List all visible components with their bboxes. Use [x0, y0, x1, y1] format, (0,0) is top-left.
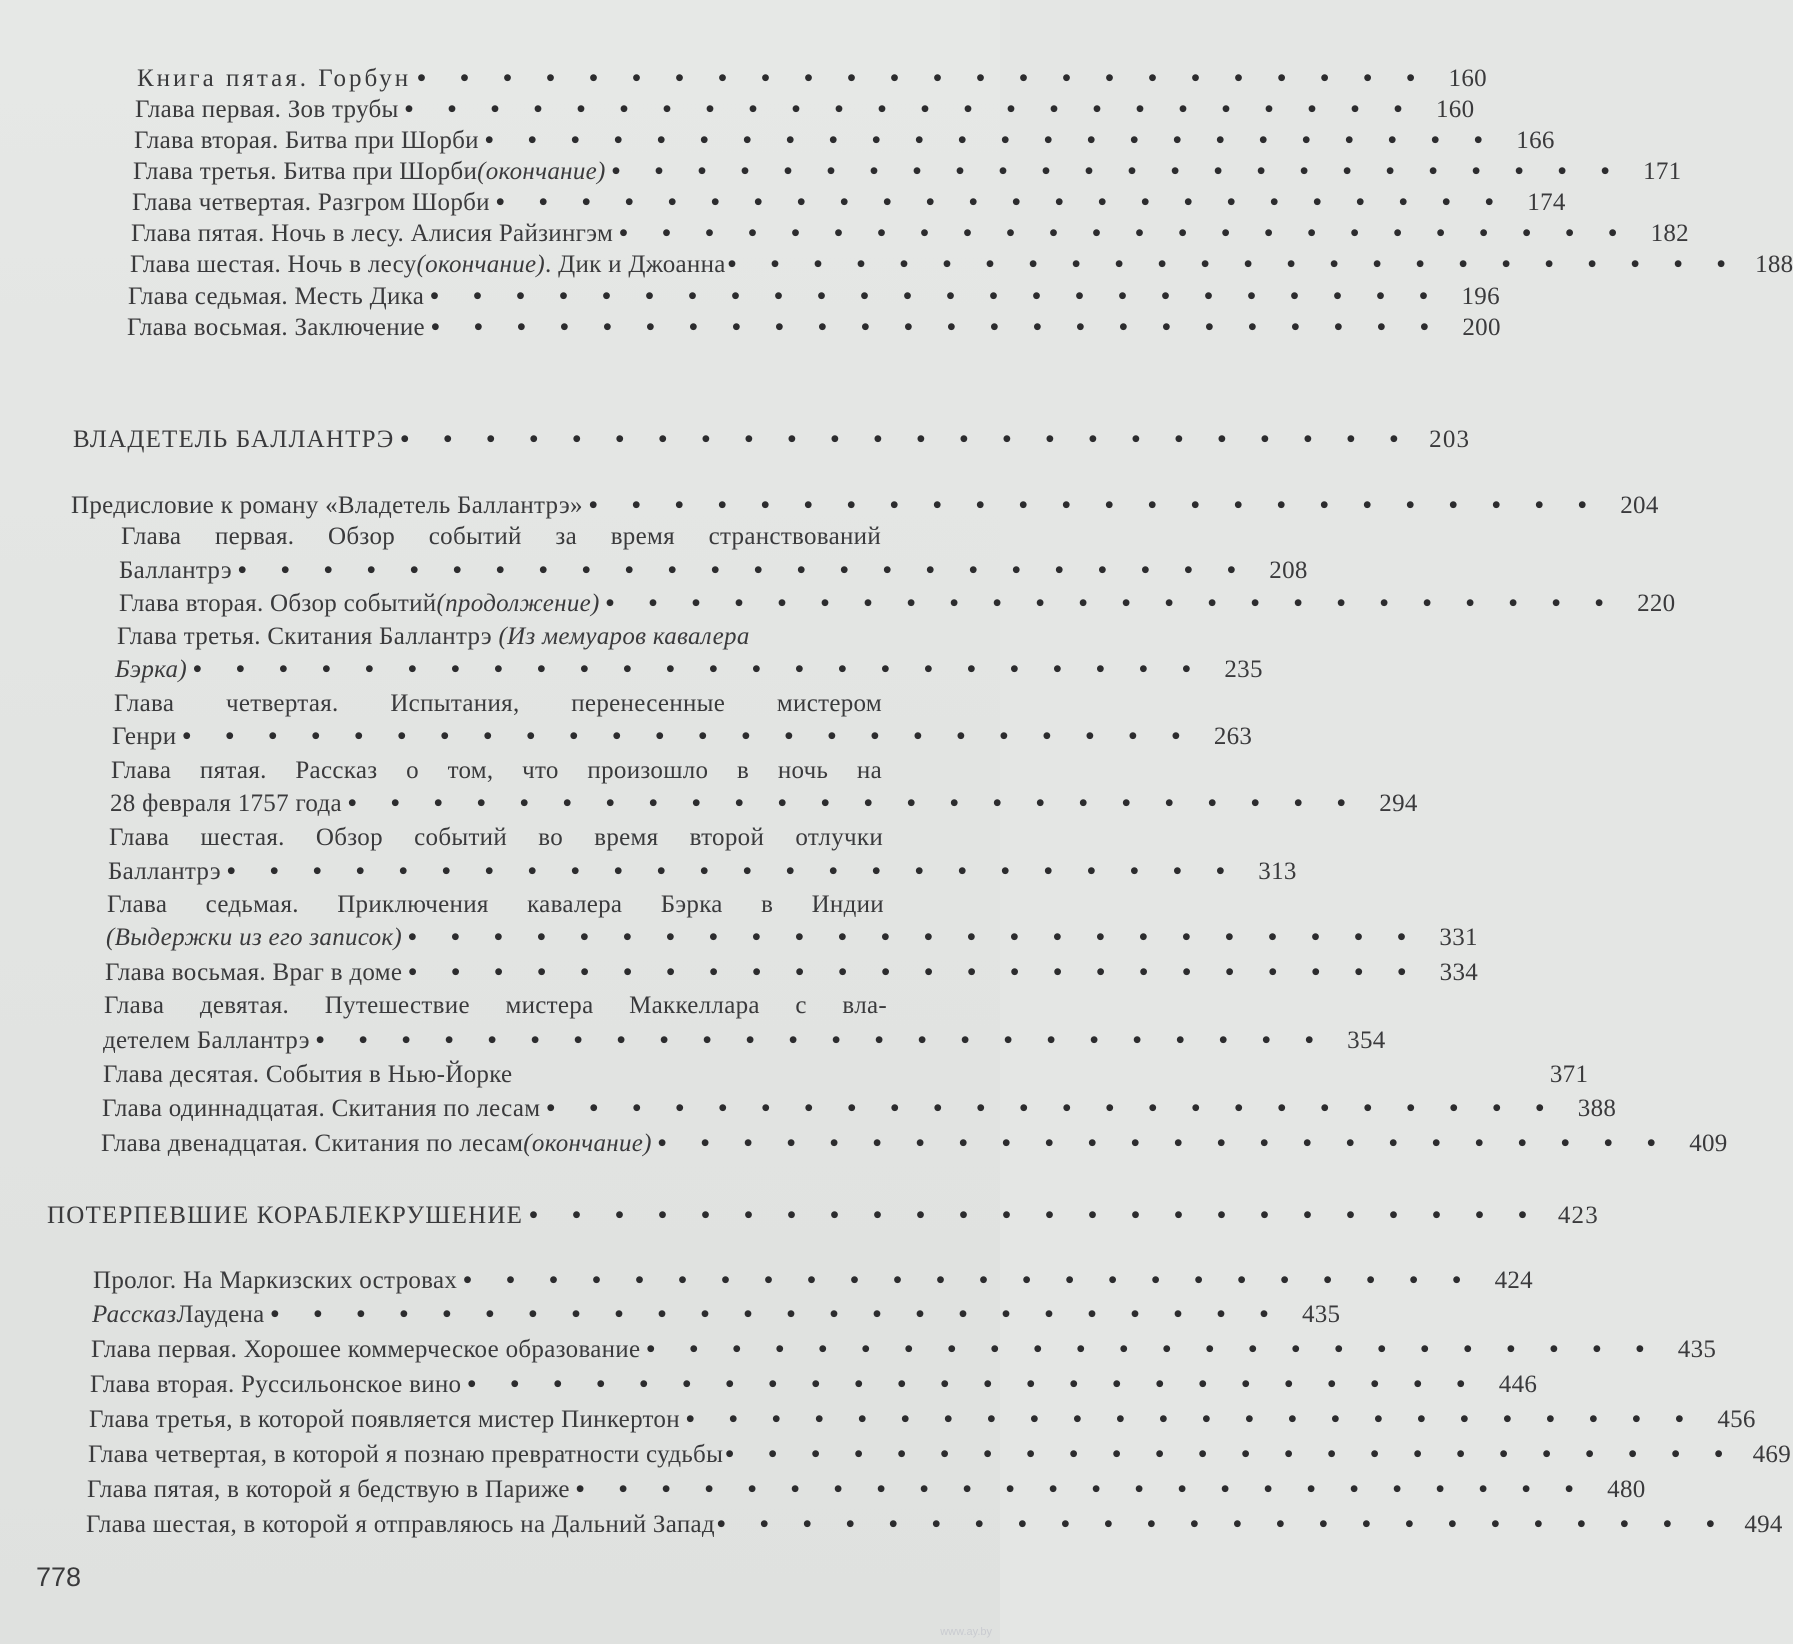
section-title: ВЛАДЕТЕЛЬ БАЛЛАНТРЭ — [73, 426, 395, 453]
entry-title: Пролог. На Маркизских островах — [93, 1267, 458, 1294]
dot-leader: • • • • • • • • • • • • • • • • • • • • • • • • — [484, 127, 1497, 154]
entry-page: 494 — [1744, 1511, 1783, 1538]
entry-page: 388 — [1577, 1095, 1617, 1122]
toc-entry — [92, 1298, 1341, 1331]
entry-page: 371 — [1549, 1061, 1589, 1088]
watermark: www.ay.by — [940, 1626, 992, 1638]
entry-page: 235 — [1224, 656, 1263, 683]
dot-leader — [512, 1058, 1536, 1091]
entry-page: 196 — [1461, 283, 1500, 310]
toc-entry — [128, 280, 1500, 313]
dot-leader: • • • • • • • • • • • • • • • • • • • • • • • • — [408, 924, 1420, 951]
entry-title-italic: Бэрка) — [115, 656, 187, 683]
entry-title: Глава восьмая. Заключение — [127, 314, 425, 341]
entry-page: 435 — [1301, 1301, 1341, 1328]
entry-page: 208 — [1269, 557, 1308, 584]
dot-leader: • • • • • • • • • • • • • • • • • • • • • • • • — [347, 790, 1360, 817]
toc-entry — [127, 311, 1501, 344]
toc-entry — [112, 720, 1253, 753]
entry-title: Глава восьмая. Враг в доме — [105, 959, 403, 986]
dot-leader: • • • • • • • • • • • • • • • • • • • • • • • • — [400, 426, 1413, 453]
entry-title: Глава пятая. Ночь в лесу. Алисия Райзингэм — [131, 220, 614, 247]
entry-title-cont: Баллантрэ — [108, 858, 221, 885]
entry-title: Глава двенадцатая. Скитания по лесам — [101, 1130, 524, 1157]
entry-title-cont: Баллантрэ — [119, 557, 232, 584]
dot-leader: • • • • • • • • • • • • • • • • • • • • • • • • — [463, 1267, 1475, 1294]
toc-entry — [131, 217, 1689, 250]
dot-leader: • • • • • • • • • • • • • • • • • • • • • • • • — [315, 1027, 1328, 1054]
toc-entry — [71, 489, 1659, 522]
dot-leader: • • • • • • • • • • • • • • • • • • • • • • • • — [685, 1406, 1698, 1433]
dot-leader: • • • • • • • • • • • • • • • • • • • • • • • • — [646, 1336, 1659, 1363]
entry-title-italic: (Из мемуаров кавалера — [498, 623, 750, 650]
entry-page: 469 — [1752, 1441, 1791, 1468]
entry-title-line: Глава первая. Обзор событий за время странствований — [121, 523, 881, 550]
dot-leader: • • • • • • • • • • • • • • • • • • • • • • • • — [605, 590, 1618, 617]
section-heading — [47, 1199, 1599, 1232]
dot-leader: • • • • • • • • • • • • • • • • • • • • • • • • — [725, 1441, 1737, 1468]
entry-page: 313 — [1258, 858, 1297, 885]
entry-page: 204 — [1620, 492, 1659, 519]
entry-title-cont: Генри — [112, 723, 177, 750]
toc-entry — [102, 1092, 1617, 1125]
entry-page: 334 — [1439, 959, 1479, 986]
toc-entry — [110, 787, 1418, 820]
toc-entry — [88, 1438, 1791, 1471]
entry-title: Глава третья. Битва при Шорби — [133, 158, 478, 185]
toc-entry — [101, 1127, 1728, 1160]
page-number: 778 — [36, 1562, 82, 1592]
entry-title: Глава четвертая, в которой я познаю превратности судьбы — [88, 1441, 724, 1468]
toc-entry — [130, 248, 1793, 281]
entry-page: 480 — [1607, 1476, 1646, 1503]
toc-entry — [135, 93, 1475, 126]
entry-title: Глава первая. Хорошее коммерческое образование — [91, 1336, 641, 1363]
entry-page: 263 — [1213, 723, 1253, 750]
toc-entry — [90, 1368, 1538, 1401]
entry-title-line: Глава шестая. Обзор событий во время второй отлучки — [109, 824, 883, 851]
toc-entry — [108, 855, 1297, 888]
dot-leader: • • • • • • • • • • • • • • • • • • • • • • • • — [430, 283, 1442, 310]
entry-page: 435 — [1677, 1336, 1717, 1363]
dot-leader: • • • • • • • • • • • • • • • • • • • • • • • • — [237, 557, 1250, 584]
toc-entry — [87, 1473, 1646, 1506]
dot-leader: • • • • • • • • • • • • • • • • • • • • • • • • — [588, 492, 1601, 519]
entry-page: 160 — [1435, 96, 1475, 123]
entry-page: 354 — [1347, 1027, 1386, 1054]
dot-leader: • • • • • • • • • • • • • • • • • • • • • • • • — [467, 1371, 1480, 1398]
toc-entry — [105, 956, 1479, 989]
entry-title-line: Глава четвертая. Испытания, перенесенные мистером — [114, 690, 882, 717]
entry-title-cont: . Дик и Джоанна — [545, 251, 726, 278]
toc-entry-line — [117, 620, 881, 653]
entry-title-italic: (Выдержки из его записок) — [106, 924, 403, 951]
entry-title-italic: (окончание) — [416, 251, 546, 278]
entry-title: Глава одиннадцатая. Скитания по лесам — [102, 1095, 541, 1122]
entry-page: 456 — [1717, 1406, 1756, 1433]
toc-entry — [93, 1264, 1533, 1297]
entry-title-line: Глава седьмая. Приключения кавалера Бэрка в Индии — [107, 891, 884, 918]
dot-leader: • • • • • • • • • • • • • • • • • • • • • • • • — [270, 1301, 1283, 1328]
entry-page: 188 — [1755, 251, 1793, 278]
section-page: 203 — [1429, 426, 1471, 453]
toc-entry — [132, 186, 1566, 219]
entry-title: Лаудена — [176, 1301, 265, 1328]
entry-title-italic: (продолжение) — [436, 590, 600, 617]
dot-leader: • • • • • • • • • • • • • • • • • • • • • • • • — [546, 1095, 1559, 1122]
dot-leader: • • • • • • • • • • • • • • • • • • • • • • • • — [657, 1130, 1670, 1157]
dot-leader: • • • • • • • • • • • • • • • • • • • • • • • • — [611, 158, 1624, 185]
toc-entry — [103, 1024, 1386, 1057]
entry-page: 424 — [1494, 1267, 1533, 1294]
dot-leader: • • • • • • • • • • • • • • • • • • • • • • • • — [495, 189, 1508, 216]
entry-title: Предисловие к роману «Владетель Баллантрэ» — [71, 492, 583, 519]
toc-entry — [89, 1403, 1756, 1436]
dot-leader: • • • • • • • • • • • • • • • • • • • • • • • • — [575, 1476, 1588, 1503]
entry-title-italic: (окончание) — [523, 1130, 652, 1157]
entry-title: Глава первая. Зов трубы — [135, 96, 399, 123]
dot-leader: • • • • • • • • • • • • • • • • • • • • • • • • — [430, 314, 1443, 341]
section-title: ПОТЕРПЕВШИЕ КОРАБЛЕКРУШЕНИЕ — [47, 1202, 524, 1229]
section-page: 423 — [1557, 1202, 1599, 1229]
section-heading — [73, 423, 1471, 456]
entry-page: 409 — [1689, 1130, 1728, 1157]
dot-leader: • • • • • • • • • • • • • • • • • • • • • • • • — [716, 1511, 1729, 1538]
dot-leader: • • • • • • • • • • • • • • • • • • • • • • • • — [529, 1202, 1541, 1229]
dot-leader: • • • • • • • • • • • • • • • • • • • • • • • • — [192, 656, 1205, 683]
entry-page: 294 — [1379, 790, 1418, 817]
entry-page: 160 — [1448, 65, 1487, 92]
toc-entry — [134, 124, 1555, 157]
toc-entry — [119, 587, 1676, 620]
dot-leader: • • • • • • • • • • • • • • • • • • • • • • • • — [182, 723, 1195, 750]
toc-entry — [115, 653, 1263, 686]
entry-title: Глава третья. Скитания Баллантрэ — [117, 623, 499, 650]
dot-leader: • • • • • • • • • • • • • • • • • • • • • • • • — [619, 220, 1631, 247]
toc-entry — [103, 1058, 1589, 1091]
entry-page: 182 — [1650, 220, 1689, 247]
entry-page: 166 — [1516, 127, 1555, 154]
entry-title-cont: детелем Баллантрэ — [103, 1027, 310, 1054]
entry-title-italic: (окончание) — [477, 158, 606, 185]
entry-title: Глава пятая, в которой я бедствую в Париже — [87, 1476, 570, 1503]
toc-entry — [119, 554, 1308, 587]
entry-title-cont: 28 февраля 1757 года — [110, 790, 342, 817]
toc-entry — [86, 1508, 1783, 1541]
entry-title: Глава вторая. Битва при Шорби — [134, 127, 479, 154]
entry-title: Глава вторая. Обзор событий — [119, 590, 437, 617]
entry-title: Глава третья, в которой появляется мистер Пинкертон — [89, 1406, 680, 1433]
dot-leader: • • • • • • • • • • • • • • • • • • • • • • • • — [226, 858, 1239, 885]
toc-entry — [137, 62, 1487, 95]
entry-page: 331 — [1439, 924, 1478, 951]
entry-title: Глава шестая. Ночь в лесу — [130, 251, 417, 278]
dot-leader: • • • • • • • • • • • • • • • • • • • • • • • • — [417, 65, 1429, 92]
entry-page: 171 — [1643, 158, 1682, 185]
entry-title-line: Глава девятая. Путешествие мистера Маккеллара с вла- — [104, 992, 887, 1019]
entry-page: 200 — [1462, 314, 1501, 341]
entry-title: Глава четвертая. Разгром Шорби — [132, 189, 490, 216]
entry-title: Глава шестая, в которой я отправляюсь на Дальний Запад — [86, 1511, 715, 1538]
toc-entry — [106, 921, 1478, 954]
entry-title-line: Глава пятая. Рассказ о том, что произошло в ночь на — [111, 757, 882, 784]
entry-title: Глава вторая. Руссильонское вино — [90, 1371, 462, 1398]
entry-page: 446 — [1498, 1371, 1538, 1398]
entry-title-italic: Рассказ — [92, 1301, 177, 1328]
entry-page: 220 — [1637, 590, 1676, 617]
dot-leader: • • • • • • • • • • • • • • • • • • • • • • • • — [404, 96, 1417, 123]
entry-title: Книга пятая. Горбун — [137, 65, 412, 92]
entry-title: Глава седьмая. Месть Дика — [128, 283, 425, 310]
toc-entry — [133, 155, 1682, 188]
dot-leader: • • • • • • • • • • • • • • • • • • • • • • • • — [408, 959, 1421, 986]
entry-page: 174 — [1527, 189, 1566, 216]
toc-entry — [91, 1333, 1717, 1366]
entry-title: Глава десятая. События в Нью-Йорке — [103, 1061, 513, 1088]
dot-leader: • • • • • • • • • • • • • • • • • • • • • • • • — [727, 251, 1740, 278]
